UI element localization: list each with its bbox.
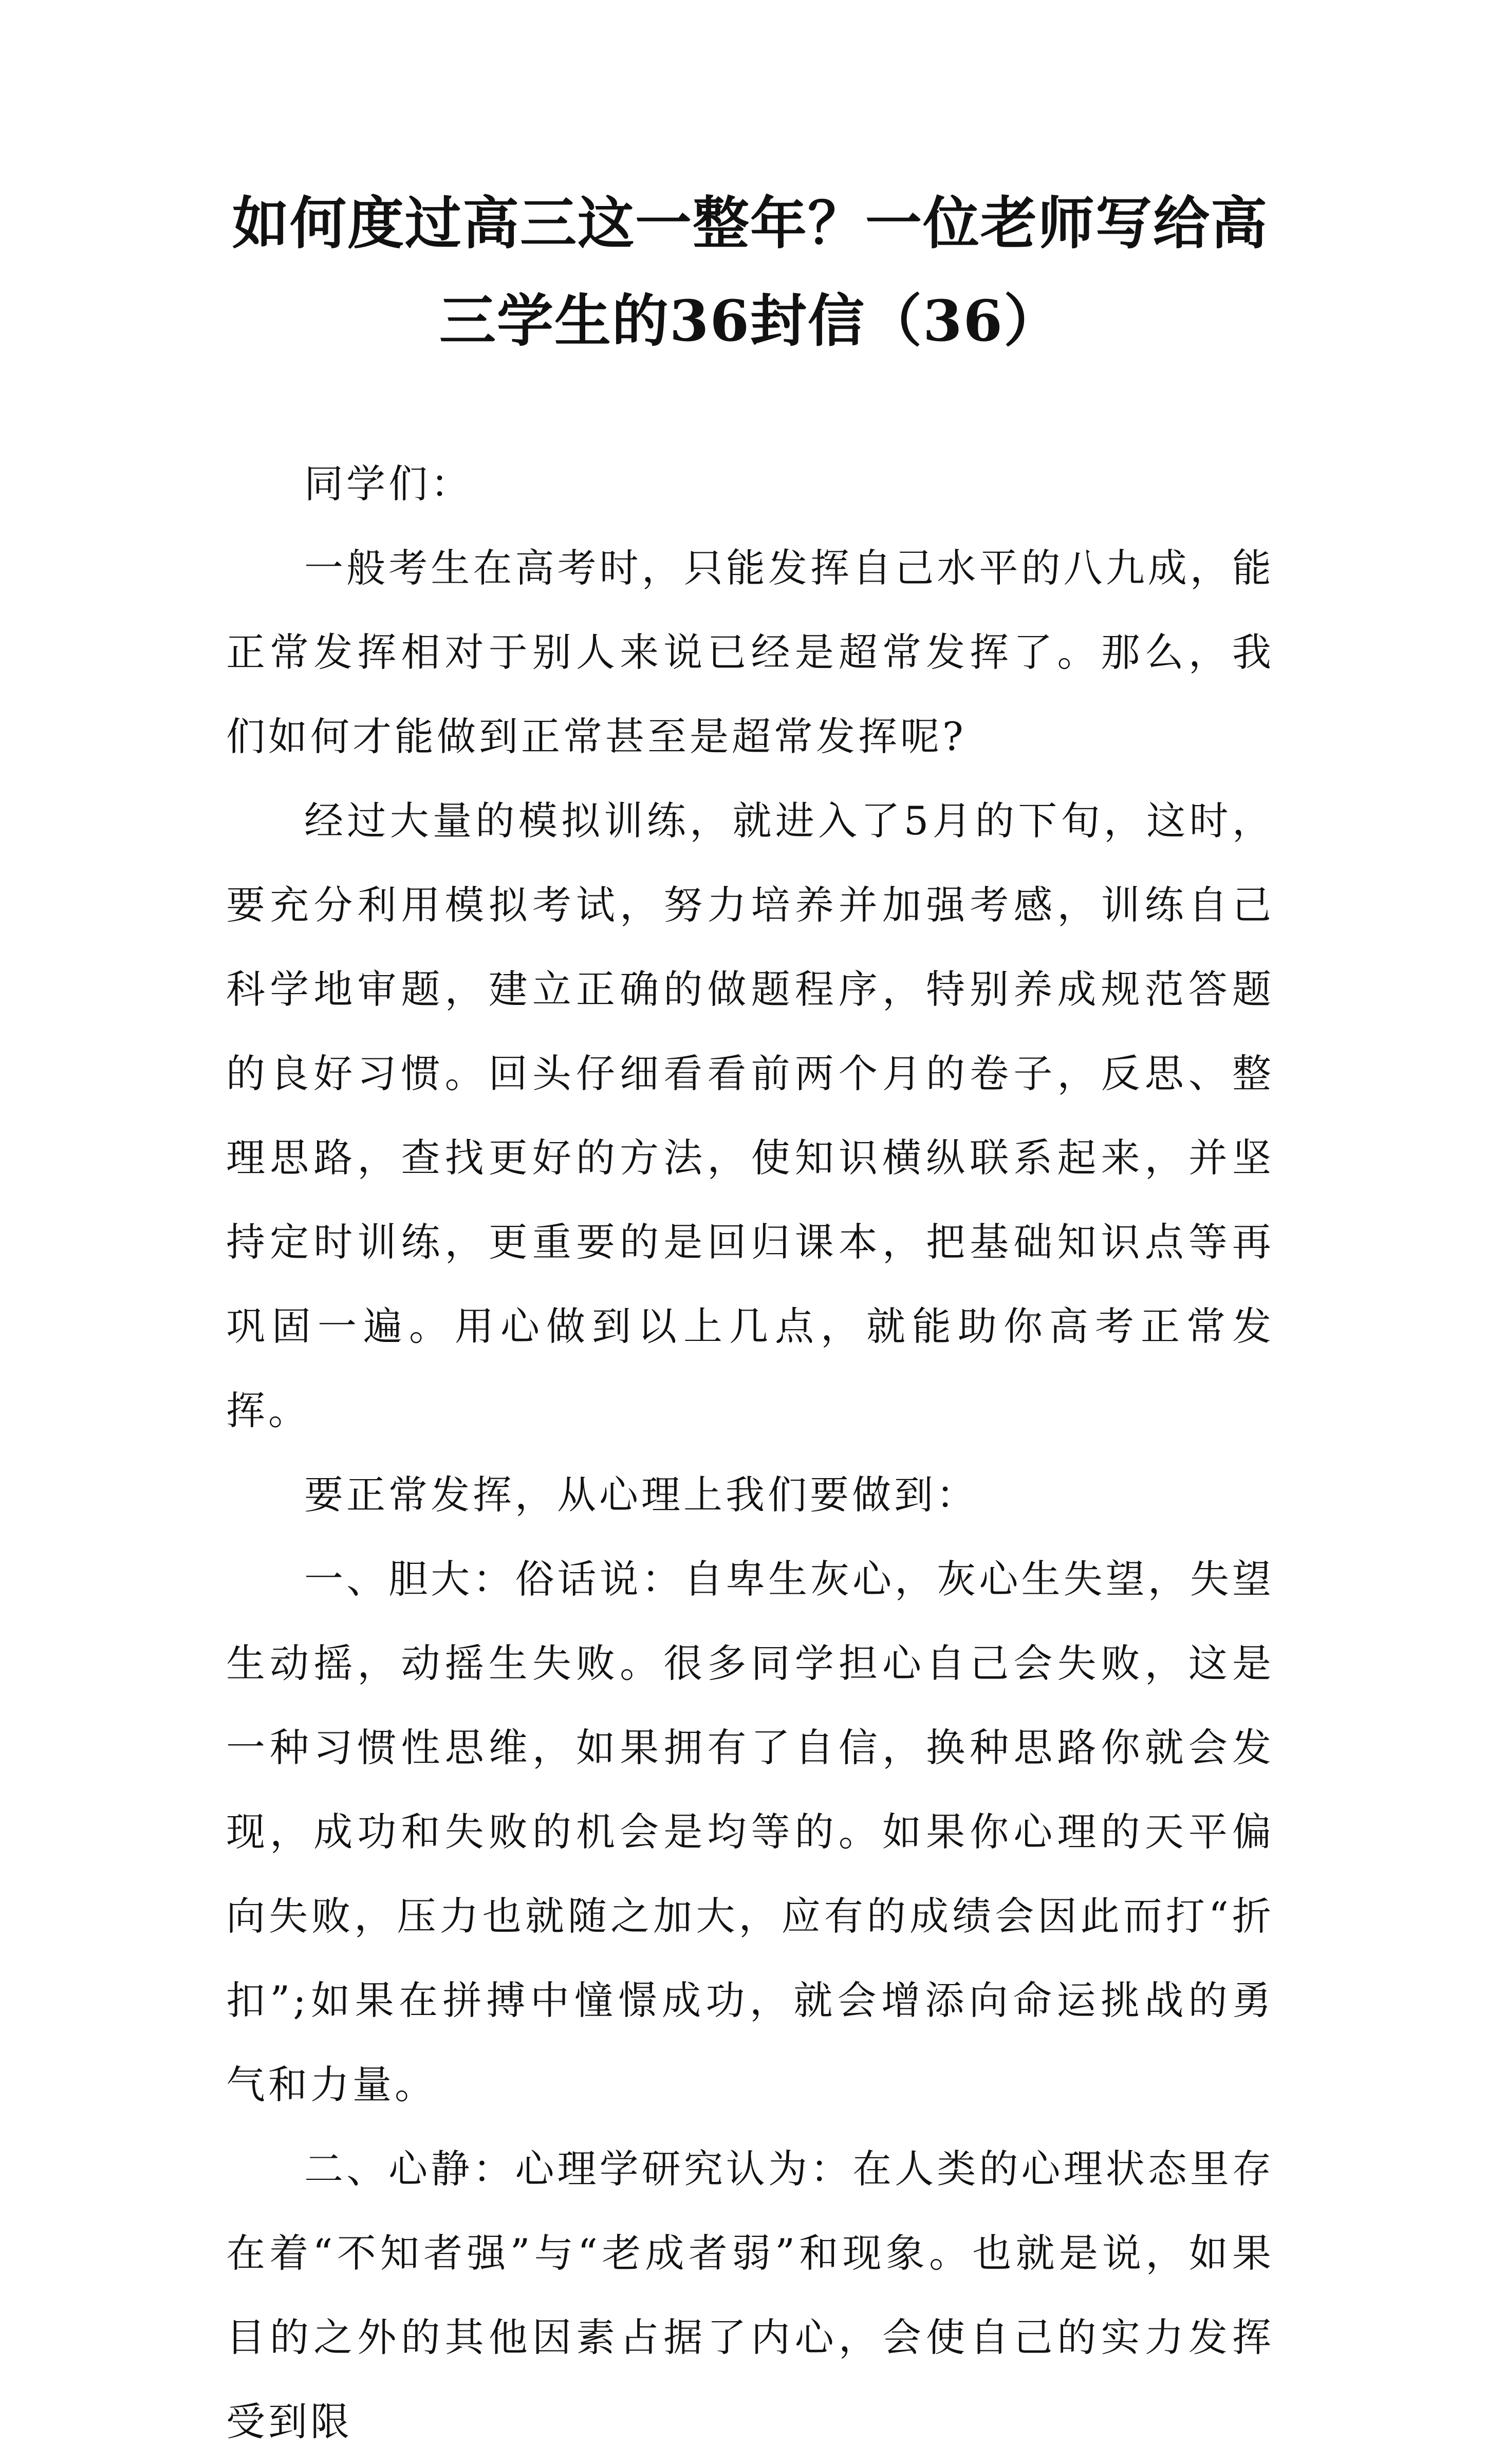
paragraph-salutation: 同学们： xyxy=(304,461,473,507)
paragraph: 二、心静：心理学研究认为：在人类的心理状态里存在着“不知者强”与“老成者弱”和现象。也就是说，如果目的之外的其他因素占据了内心，会使自己的实力发挥受到限 xyxy=(226,2146,1274,2444)
paragraph: 要正常发挥，从心理上我们要做到： xyxy=(304,1472,978,1518)
paragraph: 一般考生在高考时，只能发挥自己水平的八九成，能正常发挥相对于别人来说已经是超常发挥了。那么，我们如何才能做到正常甚至是超常发挥呢? xyxy=(226,545,1274,759)
paragraph: 一、胆大：俗话说：自卑生灰心，灰心生失望，失望生动摇，动摇生失败。很多同学担心自己会失败，这是一种习惯性思维，如果拥有了自信，换种思路你就会发现，成功和失败的机会是均等的。如果你心理的天平偏向失败，压力也就随之加大，应有的成绩会因此而打“折扣”;如果在拼搏中憧憬成功，就会增添向命运挑战的勇气和力量。 xyxy=(226,1556,1274,2107)
document-title: 如何度过高三这一整年？一位老师写给高三学生的36封信（36） xyxy=(232,190,1268,354)
paragraph: 经过大量的模拟训练，就进入了5月的下旬，这时，要充分利用模拟考试，努力培养并加强考感，训练自己科学地审题，建立正确的做题程序，特别养成规范答题的良好习惯。回头仔细看看前两个月的卷子，反思、整理思路，查找更好的方法，使知识横纵联系起来，并坚持定时训练，更重要的是回归课本，把基础知识点等再巩固一遍。用心做到以上几点，就能助你高考正常发挥。 xyxy=(226,798,1274,1433)
document-body xyxy=(226,442,1274,2464)
